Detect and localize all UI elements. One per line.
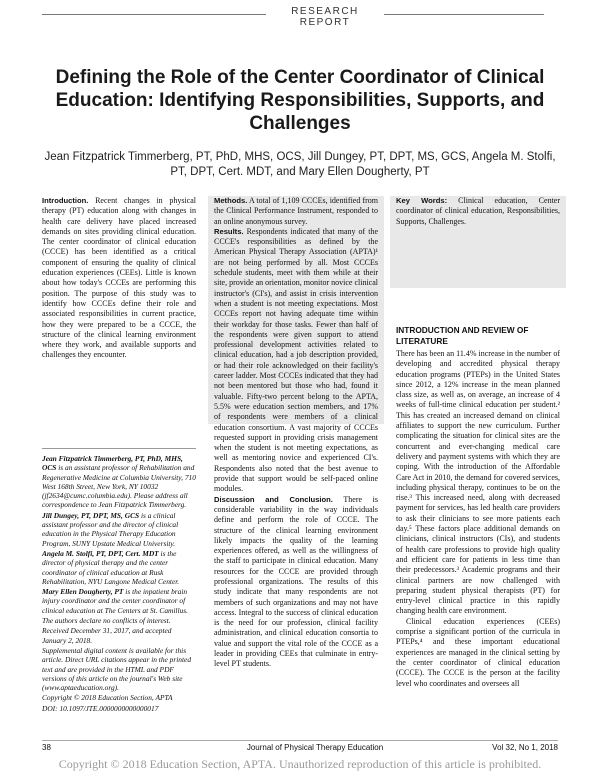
bio-entry — [42, 693, 196, 702]
bio-entry — [42, 549, 196, 586]
abstract-column-2 — [214, 196, 378, 670]
copyright-watermark: Copyright © 2018 Education Section, APTA. Unauthorized reproduction of this article is prohibited. — [58, 757, 542, 771]
bio-text: Supplemental digital content is available for this article. Direct URL citations appear in the printed text and are provided in the HTML and PDF versions of this article on the journal's Web site (www.aptaeducation.org). — [42, 645, 192, 693]
intro-paragraph-1: There has been an 11.4% increase in the number of developing and accredited physical therapy education programs (PTEPs) in the United States since 2012, a 12% increase in the mean planned class size, as well as, on average, an increase of 4 weeks of full-time clinical education per student.² This has created an increased demand on clinical affiliates to support the new curriculum. Further complicating the situation for clinical sites are the concurrent and ever-changing medical care delivery and payment systems with which they are coping. With the introduction of the Affordable Care Act in 2010, the demand for covered services, including physical therapy, continues to be on the rise.³ This increased need, along with decreased payment for services, has led health care providers to ask their clinicians to see more patients each day.⁵ These factors place additional demands on clinicians, clinical instructors (CIs), and students of health care professions to provide high quality and efficient care for patients in less time than their predecessors.³ Academic programs and their clinical partners are now challenged with preparing student physical therapists (PT) for entry-level clinical practice in this rapidly changing health care environment. — [396, 349, 560, 616]
bio-entry — [42, 587, 196, 615]
footer-rule — [42, 740, 558, 741]
intro-text: Recent changes in physical therapy (PT) education along with changes in health care delivery have placed increased demands on sites providing clinical education. The center coordinator of clinical education (CCCE) has been identified as a critical component of ensuring the quality of clinical education experiences (CEEs). Little is known about how today's CCCEs are performing this position. The purpose of this study was to identify how CCCEs define their role and associated responsibilities in current practice, how they were prepared to be a CCCE, the structure of the clinical learning environment where they work, and available supports and challenges they encounter. — [42, 196, 197, 360]
methods-label: Methods. — [214, 196, 248, 205]
journal-name: Journal of Physical Therapy Education — [246, 743, 384, 752]
bio-entry — [42, 704, 196, 713]
discussion-text: There is considerable variability in the way individuals define and perform the role of CCCE. The structure of the clinical learning environment likely impacts the quality of the learning experiences offered, as well as the willingness of the staff to participate in clinical education. Many resources for the CCCE are provided through professional organizations. The results of this study indicate that many respondents are not members of such organizations and may not have access. Integral to the success of clinical education is the need for our profession, clinical facility administration, and clinical education consortia to value and support the vital role of the CCCE as a leader in providing CEEs that culminate in entry-level PT students. — [214, 494, 378, 669]
abstract-column-3 — [396, 196, 560, 227]
article-title: Defining the Role of the Center Coordinator of Clinical Education: Identifying Responsibilities, Supports, and Challenges — [55, 67, 545, 134]
intro-section-body — [396, 349, 560, 689]
bio-text: is a clinical assistant professor and the director of clinical education in the Physical Therapy Education Program, SUNY Upstate Medical University. — [42, 510, 179, 548]
keywords-text: Clinical education, Center coordinator of clinical education, Responsibilities, Supports, Challenges. — [396, 196, 560, 226]
header-rule-right — [384, 14, 544, 15]
volume-info: Vol 32, No 1, 2018 — [492, 743, 558, 752]
intro-paragraph-2: Clinical education experiences (CEEs) comprise a significant portion of the curricula in PTEPs,⁴ and these important educational experiences are managed in the clinical setting by the center coordinator of clinical education (CCCE). The CCCE is the person at the facility level who coordinates and oversees all — [396, 616, 560, 688]
bio-entry — [42, 626, 196, 645]
bio-divider — [42, 448, 196, 449]
results-text: Respondents indicated that many of the CCCE's responsibilities as defined by the American Physical Therapy Association (APTA)¹ are not being performed by all. Most CCCEs schedule students, meet with them while at their site, provide an orientation, monitor novice clinical instructor's (CI's), and assist in crisis intervention when a student is not meeting expectations. Most CCCEs report not having adequate time within their workday for those tasks. Fewer than half of the respondents were given support to attend professional development activities related to clinical education, had a job description provided, or had their role acknowledged on their facility's career ladder. Most CCCEs indicated that they had not been mentored but those who had, found it valuable. Fifty-two percent belong to the APTA, 5.5% were education section members, and 17% of respondents were members of a clinical education consortium. A vast majority of CCCEs requested support in providing crisis management when the student is not meeting expectations, as well as mentoring novice and experienced CI's. Respondents also noted that the best avenue to provide that support would be self-paced online modules. — [214, 226, 379, 494]
abstract-column-1 — [42, 196, 196, 361]
bio-name: Mary Ellen Dougherty, PT — [42, 587, 124, 597]
bio-text: Received December 31, 2017, and accepted January 2, 2018. — [42, 626, 172, 645]
discussion-label: Discussion and Conclusion. — [214, 494, 333, 504]
results-label: Results. — [214, 226, 244, 236]
bio-entry — [42, 454, 196, 510]
bio-text: DOI: 10.1097/JTE.0000000000000017 — [42, 703, 159, 713]
bio-name: Angela M. Stolfi, PT, DPT, Cert. MDT — [42, 548, 159, 558]
intro-label: Introduction. — [42, 196, 89, 205]
keywords-label: Key Words: — [396, 196, 448, 205]
page-number: 38 — [42, 743, 51, 752]
author-bios — [42, 454, 196, 714]
section-heading: INTRODUCTION AND REVIEW OF LITERATURE — [396, 325, 529, 346]
report-type-label: RESEARCH REPORT — [291, 6, 359, 28]
bio-text: The authors declare no conflicts of interest. — [42, 616, 171, 626]
bio-entry — [42, 646, 196, 692]
bio-name: Jean Fitzpatrick Timmerberg, PT, PhD, MHS, OCS — [42, 454, 183, 473]
methods-text: A total of 1,109 CCCEs, identified from the Clinical Performance Instrument, responded to an online anonymous survey. — [214, 196, 378, 226]
bio-entry — [42, 511, 196, 548]
bio-entry — [42, 616, 196, 625]
header-rule-left — [42, 14, 266, 15]
bio-text: is the inpatient brain injury coordinator and the center coordinator of clinical education at The Centers at St. Camillus. — [42, 587, 188, 615]
bio-text: is the director of physical therapy and the center coordinator of clinical education at Rusk Rehabilitation, NYU Langone Medical Center. — [42, 548, 180, 586]
bio-name: Jill Dungey, PT, DPT, MS, GCS — [42, 510, 140, 520]
bio-text: is an assistant professor of Rehabilitation and Regenerative Medicine at Columbia University, 710 West 168th Street, New York, NY 10032 (jf2634@cumc.columbia.edu). Please address all correspondence to Jean Fitzpatrick Timmerberg. — [42, 463, 196, 510]
bio-text: Copyright © 2018 Education Section, APTA — [42, 693, 173, 703]
author-list: Jean Fitzpatrick Timmerberg, PT, PhD, MHS, OCS, Jill Dungey, PT, DPT, MS, GCS, Angela M. Stolfi, PT, DPT, Cert. MDT, and Mary Ellen Dougherty, PT — [44, 151, 556, 178]
